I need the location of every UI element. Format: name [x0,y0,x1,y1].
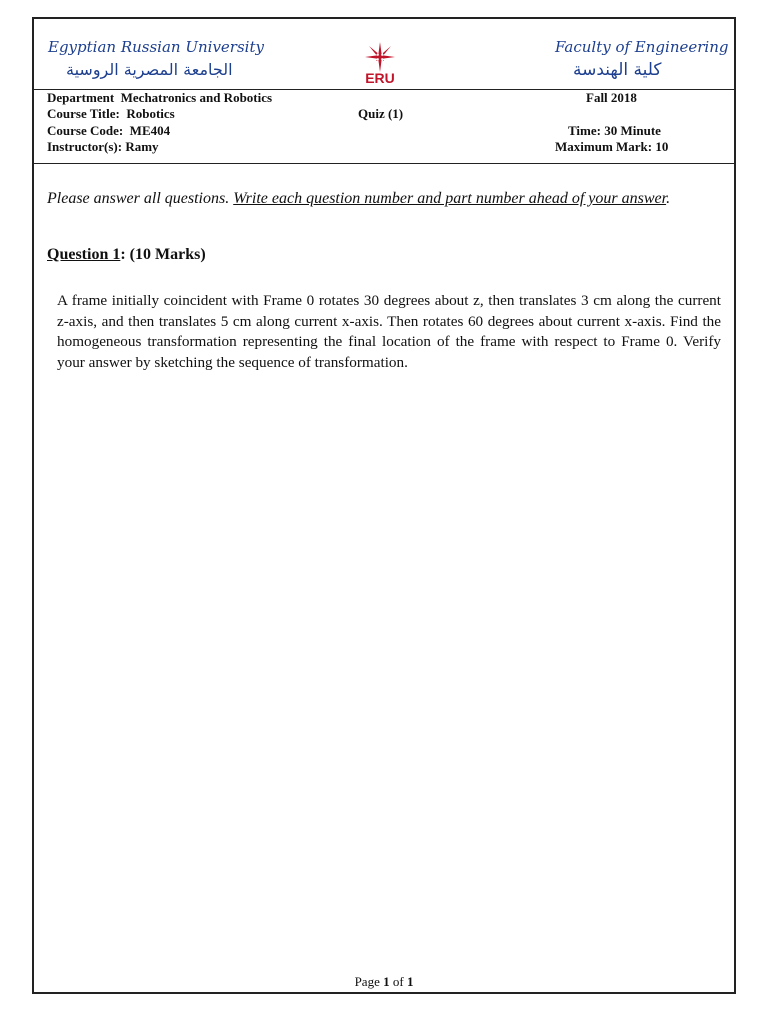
eru-logo [357,42,403,92]
question-body: A frame initially coincident with Frame 0 rotates 30 degrees about z, then translates 3 cm along the current z-axis, and then translates 5 cm along current x-axis. Then rotates 60 degrees about current x-axis. Find the homogeneous transformation representing the final location of the frame with respect to Frame 0. Verify your answer by sketching the sequence of transformation. [57,292,721,371]
instruction-part-1: Please answer all questions [47,190,226,207]
university-name-en: Egyptian Russian University [48,38,264,56]
of-word: of [389,974,407,989]
instructions [47,188,697,209]
page-total: 1 [406,974,414,989]
page-footer [0,974,768,990]
header-bottom-rule [32,163,736,164]
quiz-label: Quiz (1) [358,106,404,121]
course-code: Course Code: ME404 [47,123,171,138]
page-current: 1 [383,974,390,989]
star-logo-icon [365,42,395,72]
instruction-end: . [666,190,671,207]
instruction-separator: . [225,190,234,207]
question-title [47,246,206,264]
course-title: Course Title: Robotics [47,106,175,121]
instruction-part-2: Write each question number and part number ahead of your answer [233,190,667,207]
question-marks: : (10 Marks) [120,246,206,263]
university-name-ar: الجامعة المصرية الروسية [66,60,233,79]
faculty-name-en: Faculty of Engineering [555,38,729,56]
term-label: Fall 2018 [586,90,637,105]
time-label: Time: 30 Minute [568,123,661,138]
department-line: Department Mechatronics and Robotics [47,90,273,105]
page-word: Page [354,974,384,989]
question-number: Question 1 [47,246,121,263]
logo-text: ERU [365,70,395,86]
instructor: Instructor(s): Ramy [47,139,159,154]
max-mark-label: Maximum Mark: 10 [555,139,669,154]
faculty-name-ar: كلية الهندسة [573,60,662,80]
